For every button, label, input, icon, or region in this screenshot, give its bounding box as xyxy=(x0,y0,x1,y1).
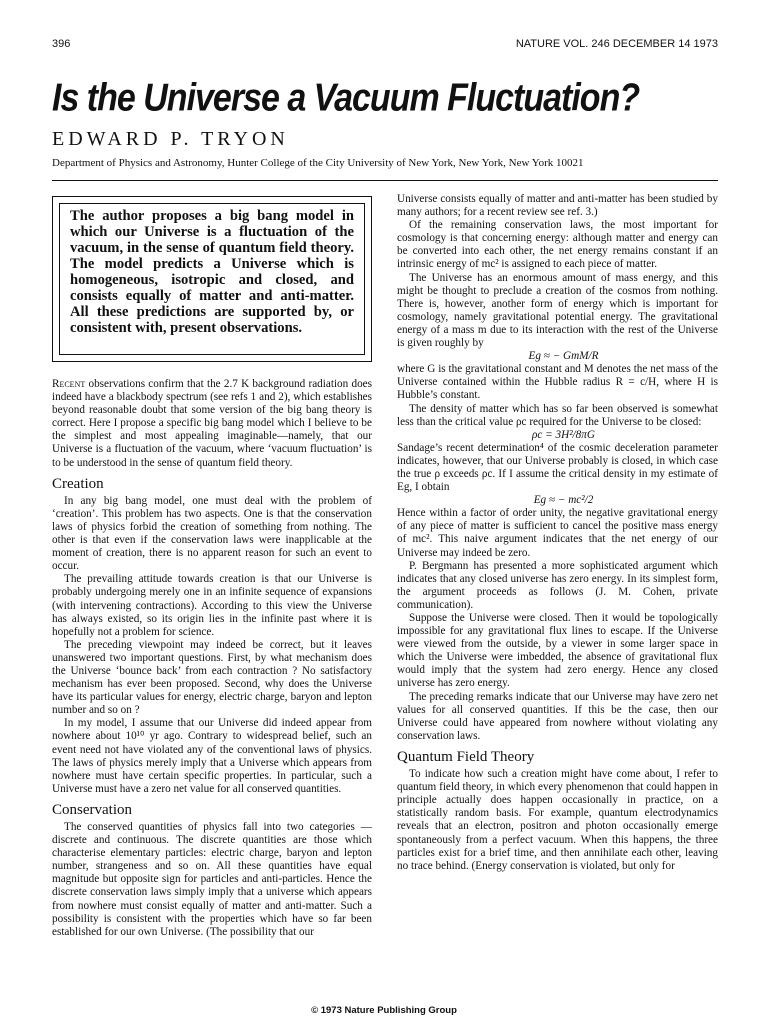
paragraph: Suppose the Universe were closed. Then it would be topologically impossible for any gravitational flux lines to escape. If the Universe were viewed from the outside, by a viewer in some larger space in which the Universe were imbedded, the absence of gravitational flux would imply that the system had zero energy. Hence any closed universe has zero energy. xyxy=(397,612,718,690)
paragraph: The Universe has an enormous amount of mass energy, and this might be thought to preclude a creation of the cosmos from nothing. There is, however, another form of energy which is important for cosmology, namely gravitational potential energy. The gravitational energy of a mass m due to its interaction with the rest of the Universe is given roughly by xyxy=(397,271,718,350)
paragraph: where G is the gravitational constant and M denotes the net mass of the Universe contained within the Hubble radius R = c/H, where H is Hubble’s constant. xyxy=(397,363,718,402)
abstract-box xyxy=(52,196,372,362)
paragraph: The prevailing attitude towards creation is that our Universe is probably undergoing merely one in an infinite sequence of expansions (with intervening contractions). According to this view the Universe has always existed, so its origin lies in the infinite past where it is hopefully not a problem for science. xyxy=(52,573,372,638)
paragraph: Hence within a factor of order unity, the negative gravitational energy of any piece of matter is sufficient to cancel the positive mass energy of mc². This naive argument indicates that the net energy of our Universe may indeed be zero. xyxy=(397,507,718,559)
equation-energy-estimate: Eg ≈ − mc²/2 xyxy=(533,494,594,507)
copyright-footer: © 1973 Nature Publishing Group xyxy=(311,1005,457,1016)
left-column xyxy=(52,378,372,939)
title-divider xyxy=(52,180,718,181)
author-affiliation: Department of Physics and Astronomy, Hunter College of the City University of New York, New York, New York 10021 xyxy=(52,157,584,169)
article-title: Is the Universe a Vacuum Fluctuation? xyxy=(52,76,640,120)
author-name: EDWARD P. TRYON xyxy=(52,128,289,150)
abstract-text: The author proposes a big bang model in which our Universe is a fluctuation of the vacuum, in the sense of quantum field theory. The model predicts a Universe which is homogeneous, isotropic and closed, and consists equally of matter and anti-matter. All these predictions are supported by, or consistent with, present observations. xyxy=(59,203,365,355)
paragraph: Sandage’s recent determination⁴ of the cosmic deceleration parameter indicates, however, that our Universe probably is closed, in which case the true ρ exceeds ρc. If I assume the critical density in my estimate of Eg, I obtain xyxy=(397,441,718,494)
paragraph: Of the remaining conservation laws, the most important for cosmology is that concerning energy: although matter and energy can be converted into each other, the net energy remains constant if an intrinsic energy of mc² is assigned to each piece of matter. xyxy=(397,219,718,271)
equation-gravitational-energy: Eg ≈ − GmM/R xyxy=(528,350,599,363)
journal-citation: NATURE VOL. 246 DECEMBER 14 1973 xyxy=(515,38,718,50)
intro-lead-word: Recent xyxy=(52,378,86,390)
paragraph: The density of matter which has so far been observed is somewhat less than the critical value ρc required for the Universe to be closed: xyxy=(397,402,718,428)
section-heading-conservation: Conservation xyxy=(52,801,132,818)
right-column xyxy=(397,193,718,873)
paragraph: In my model, I assume that our Universe did indeed appear from nowhere about 10¹⁰ yr ago. Contrary to widespread belief, such an event need not have violated any of the conventional laws of physics. The laws of physics merely imply that a Universe which appears from nowhere must have certain specific properties. In particular, such a Universe must have a zero net value for all conserved quantities. xyxy=(52,717,372,795)
paragraph: To indicate how such a creation might have come about, I refer to quantum field theory, in which every phenomenon that could happen in principle actually does happen occasionally in practice, on a statistically random basis. For example, quantum electrodynamics reveals that an electron, positron and photon occasionally emerge spontaneously from a perfect vacuum. When this happens, the three particles exist for a brief time, and then annihilate each other, leaving no trace behind. (Energy conservation is violated, but only for xyxy=(397,768,718,872)
section-heading-quantum-field-theory: Quantum Field Theory xyxy=(397,748,535,765)
paragraph: The preceding viewpoint may indeed be correct, but it leaves unanswered two important questions. First, by what mechanism does the Universe ‘bounce back’ from each contraction ? No satisfactory mechanism has ever been proposed. Second, why does the Universe have its particular values for energy, electric charge, baryon and lepton number and so on ? xyxy=(52,638,372,717)
intro-text: observations confirm that the 2.7 K background radiation does indeed have a blackbody spectrum (see refs 1 and 2), which establishes beyond reasonable doubt that some version of the big bang theory is correct. Here I propose a specific big bang model which I believe to be the simplest and most appealing imaginable—namely, that our Universe is a fluctuation of the vacuum, where ‘vacuum fluctuation’ is to be understood in the sense of quantum field theory. xyxy=(52,378,372,469)
paragraph: Universe consists equally of matter and anti-matter has been studied by many authors; for a recent review see ref. 3.) xyxy=(397,193,718,219)
paragraph: The conserved quantities of physics fall into two categories —discrete and continuous. The discrete quantities are those which characterise elementary particles: electric charge, baryon and lepton number, strangeness and so on. All these quantities have equal magnitude but opposite sign for particles and anti-particles. Hence the discrete conservation laws simply imply that a universe which appears from nowhere must consist equally of matter and anti-matter. Such a possibility is consistent with the properties which have so far been established for our own Universe. (The possibility that our xyxy=(52,821,372,938)
page-number: 396 xyxy=(52,38,71,50)
paragraph: The preceding remarks indicate that our Universe may have zero net values for all conserved quantities. If this be the case, then our Universe could have appeared from nowhere without violating any conservation laws. xyxy=(397,690,718,742)
paragraph: In any big bang model, one must deal with the problem of ‘creation’. This problem has two aspects. One is that the conservation laws of physics forbid the creation of something from nothing. The other is that even if the conservation laws were inapplicable at the moment of creation, there is no apparent reason for such an event to occur. xyxy=(52,494,372,573)
intro-paragraph xyxy=(52,378,372,470)
paragraph: P. Bergmann has presented a more sophisticated argument which indicates that any closed universe has zero energy. In its simplest form, the argument proceeds as follows (J. M. Cohen, private communication). xyxy=(397,559,718,611)
section-heading-creation: Creation xyxy=(52,475,104,492)
equation-critical-density: ρc = 3H²/8πG xyxy=(532,428,595,441)
